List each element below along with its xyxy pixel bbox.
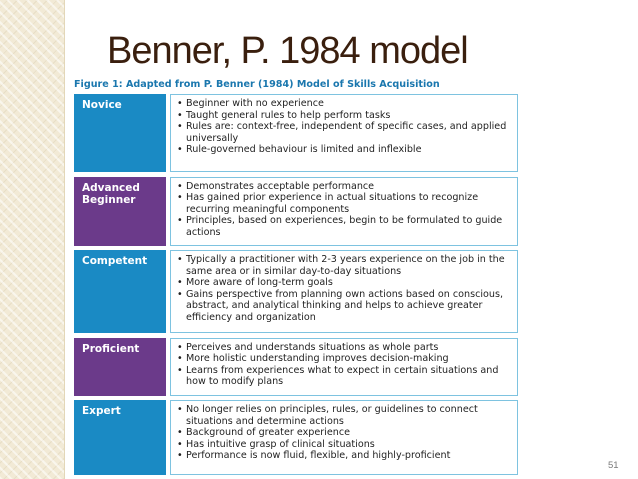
- stage-row-novice: [74, 94, 518, 172]
- stage-bullet: • Learns from experiences what to expect in certain situations and how to modify plans: [177, 365, 511, 388]
- stage-bullet: • Rules are: context-free, independent of specific cases, and applied universally: [177, 121, 511, 144]
- side-panel-divider: [64, 0, 65, 479]
- stage-label-novice: [74, 94, 166, 172]
- stage-body-competent: [170, 250, 518, 333]
- figure-caption: Figure 1: Adapted from P. Benner (1984) Model of Skills Acquisition: [74, 79, 440, 90]
- decorative-side-panel: [0, 0, 64, 479]
- stage-body-advanced-beginner: [170, 177, 518, 246]
- stage-bullet: • Gains perspective from planning own actions based on conscious, abstract, and analytical thinking and helps to achieve greater efficiency and organization: [177, 289, 511, 324]
- stage-bullet: • Typically a practitioner with 2-3 years experience on the job in the same area or in similar day-to-day situations: [177, 254, 511, 277]
- stage-body-novice: [170, 94, 518, 172]
- stage-bullet: • More holistic understanding improves decision-making: [177, 353, 511, 365]
- stage-label-competent: [74, 250, 166, 333]
- page-number: 51: [608, 460, 619, 471]
- stage-label-line: Advanced: [82, 181, 140, 194]
- stage-bullet: • Beginner with no experience: [177, 98, 511, 110]
- stage-label-line: Proficient: [82, 342, 140, 355]
- skills-acquisition-table: [74, 94, 518, 475]
- stage-bullet-list: [177, 404, 511, 462]
- stage-row-proficient: [74, 338, 518, 396]
- stage-label-advanced-beginner: [74, 177, 166, 246]
- stage-bullet: • Has intuitive grasp of clinical situations: [177, 439, 511, 451]
- slide-title: Benner, P. 1984 model: [107, 30, 468, 72]
- stage-bullet: • More aware of long-term goals: [177, 277, 511, 289]
- stage-bullet-list: [177, 254, 511, 324]
- stage-body-proficient: [170, 338, 518, 396]
- stage-bullet-list: [177, 342, 511, 388]
- stage-bullet: • Background of greater experience: [177, 427, 511, 439]
- stage-bullet-list: [177, 98, 511, 156]
- stage-label-line: Beginner: [82, 193, 136, 206]
- stage-bullet: • No longer relies on principles, rules, or guidelines to connect situations and determine actions: [177, 404, 511, 427]
- stage-row-advanced-beginner: [74, 177, 518, 246]
- stage-label-proficient: [74, 338, 166, 396]
- stage-bullet: • Performance is now fluid, flexible, and highly-proficient: [177, 450, 511, 462]
- stage-bullet: • Has gained prior experience in actual situations to recognize recurring meaningful components: [177, 192, 511, 215]
- stage-row-competent: [74, 250, 518, 333]
- stage-bullet: • Taught general rules to help perform tasks: [177, 110, 511, 122]
- stage-label-expert: [74, 400, 166, 475]
- stage-row-expert: [74, 400, 518, 475]
- stage-body-expert: [170, 400, 518, 475]
- stage-label-line: Competent: [82, 255, 148, 267]
- stage-label-line: Novice: [82, 99, 122, 111]
- stage-bullet: • Perceives and understands situations as whole parts: [177, 342, 511, 354]
- stage-bullet: • Principles, based on experiences, begin to be formulated to guide actions: [177, 215, 511, 238]
- stage-bullet: • Demonstrates acceptable performance: [177, 181, 511, 193]
- stage-bullet-list: [177, 181, 511, 239]
- stage-bullet: • Rule-governed behaviour is limited and inflexible: [177, 144, 511, 156]
- stage-label-line: Expert: [82, 405, 121, 417]
